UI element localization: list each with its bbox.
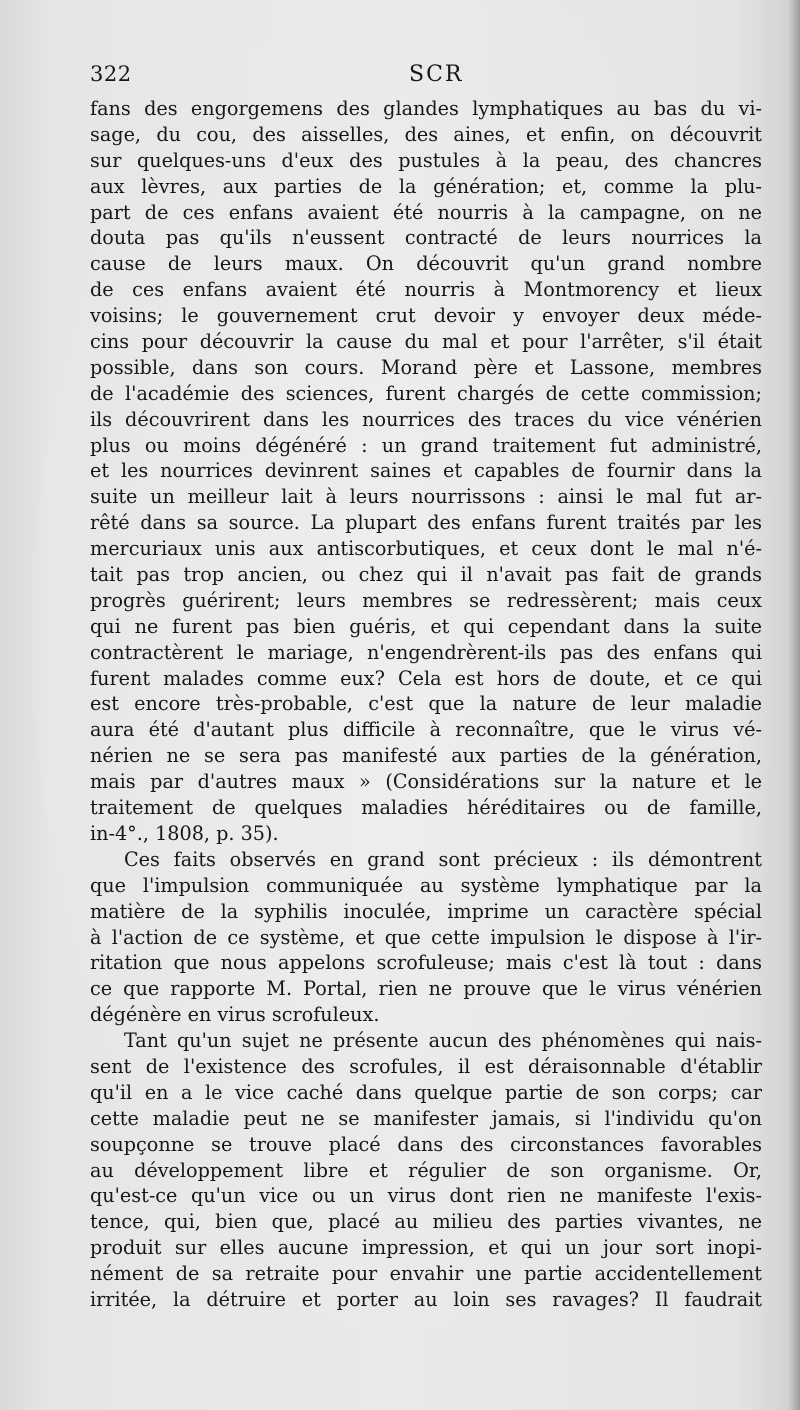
text-line: plus ou moins dégénéré : un grand traitement fut administré, [90, 433, 762, 457]
text-line: de ces enfans avaient été nourris à Montmorency et lieux [90, 278, 762, 302]
text-line: au développement libre et régulier de son organisme. Or, [90, 1158, 762, 1182]
text-line: nément de sa retraite pour envahir une partie accidentellement [90, 1262, 762, 1286]
text-line: irritée, la détruire et porter au loin ses ravages? Il faudrait [90, 1287, 762, 1311]
text-line: qu'il en a le vice caché dans quelque partie de son corps; car [90, 1080, 762, 1104]
text-line: cause de leurs maux. On découvrit qu'un grand nombre [90, 252, 762, 276]
text-line: soupçonne se trouve placé dans des circonstances favorables [90, 1132, 762, 1156]
text-line: contractèrent le mariage, n'engendrèrent-ils pas des enfans qui [90, 640, 762, 664]
text-line: sage, du cou, des aisselles, des aines, et enfin, on découvrit [90, 122, 762, 146]
text-line: part de ces enfans avaient été nourris à la campagne, on ne [90, 200, 762, 224]
text-line: douta pas qu'ils n'eussent contracté de leurs nourrices la [90, 226, 762, 250]
page-header [90, 62, 760, 94]
text-line: tence, qui, bien que, placé au milieu des parties vivantes, ne [90, 1210, 762, 1234]
text-line: matière de la syphilis inoculée, imprime un caractère spécial [90, 899, 762, 923]
text-line: et les nourrices devinrent saines et capables de fournir dans la [90, 459, 762, 483]
text-line: voisins; le gouvernement crut devoir y envoyer deux méde- [90, 304, 762, 328]
text-line: Tant qu'un sujet ne présente aucun des phénomènes qui nais- [124, 1029, 762, 1053]
text-line: aura été d'autant plus difficile à reconnaître, que le virus vé- [90, 718, 762, 742]
text-line: in-4°., 1808, p. 35). [90, 821, 279, 845]
text-line: suite un meilleur lait à leurs nourrissons : ainsi le mal fut ar- [90, 485, 762, 509]
text-line: cins pour découvrir la cause du mal et pour l'arrêter, s'il était [90, 330, 762, 354]
text-line: ce que rapporte M. Portal, rien ne prouve que le virus vénérien [90, 977, 762, 1001]
text-line: tait pas trop ancien, ou chez qui il n'avait pas fait de grands [90, 563, 762, 587]
text-line: ils découvrirent dans les nourrices des traces du vice vénérien [90, 407, 762, 431]
text-line: possible, dans son cours. Morand père et Lassone, membres [90, 355, 762, 379]
body-text [90, 96, 762, 1313]
text-line: aux lèvres, aux parties de la génération; et, comme la plu- [90, 174, 762, 198]
text-line: fans des engorgemens des glandes lymphatiques au bas du vi- [90, 97, 762, 120]
page-edge-shadow [788, 0, 800, 1410]
text-line: rêté dans sa source. La plupart des enfans furent traités par les [90, 511, 762, 535]
text-line: progrès guérirent; leurs membres se redressèrent; mais ceux [90, 588, 762, 612]
text-line: mercuriaux unis aux antiscorbutiques, et ceux dont le mal n'é- [90, 537, 762, 561]
text-line: traitement de quelques maladies héréditaires ou de famille, [90, 796, 762, 820]
text-line: dégénère en virus scrofuleux. [90, 1003, 380, 1027]
text-line: est encore très-probable, c'est que la nature de leur maladie [90, 692, 762, 716]
text-line: Ces faits observés en grand sont précieux : ils démontrent [124, 847, 762, 871]
text-line: cette maladie peut ne se manifester jamais, si l'individu qu'on [90, 1106, 762, 1130]
text-line: furent malades comme eux? Cela est hors de doute, et ce qui [90, 666, 762, 690]
running-head: SCR [409, 62, 464, 87]
page-number: 322 [90, 62, 132, 86]
text-line: ritation que nous appelons scrofuleuse; mais c'est là tout : dans [90, 951, 762, 975]
text-line: à l'action de ce système, et que cette impulsion le dispose à l'ir- [90, 925, 762, 949]
text-line: nérien ne se sera pas manifesté aux parties de la génération, [90, 744, 762, 768]
text-line: mais par d'autres maux » (Considérations sur la nature et le [90, 770, 762, 794]
text-line: qu'est-ce qu'un vice ou un virus dont rien ne manifeste l'exis- [90, 1184, 762, 1208]
text-line: de l'académie des sciences, furent chargés de cette commission; [90, 381, 762, 405]
text-line: sent de l'existence des scrofules, il est déraisonnable d'établir [90, 1054, 762, 1078]
text-line: sur quelques-uns d'eux des pustules à la peau, des chancres [90, 148, 762, 172]
text-line: produit sur elles aucune impression, et qui un jour sort inopi- [90, 1236, 762, 1260]
text-line: que l'impulsion communiquée au système lymphatique par la [90, 873, 762, 897]
text-line: qui ne furent pas bien guéris, et qui cependant dans la suite [90, 614, 762, 638]
